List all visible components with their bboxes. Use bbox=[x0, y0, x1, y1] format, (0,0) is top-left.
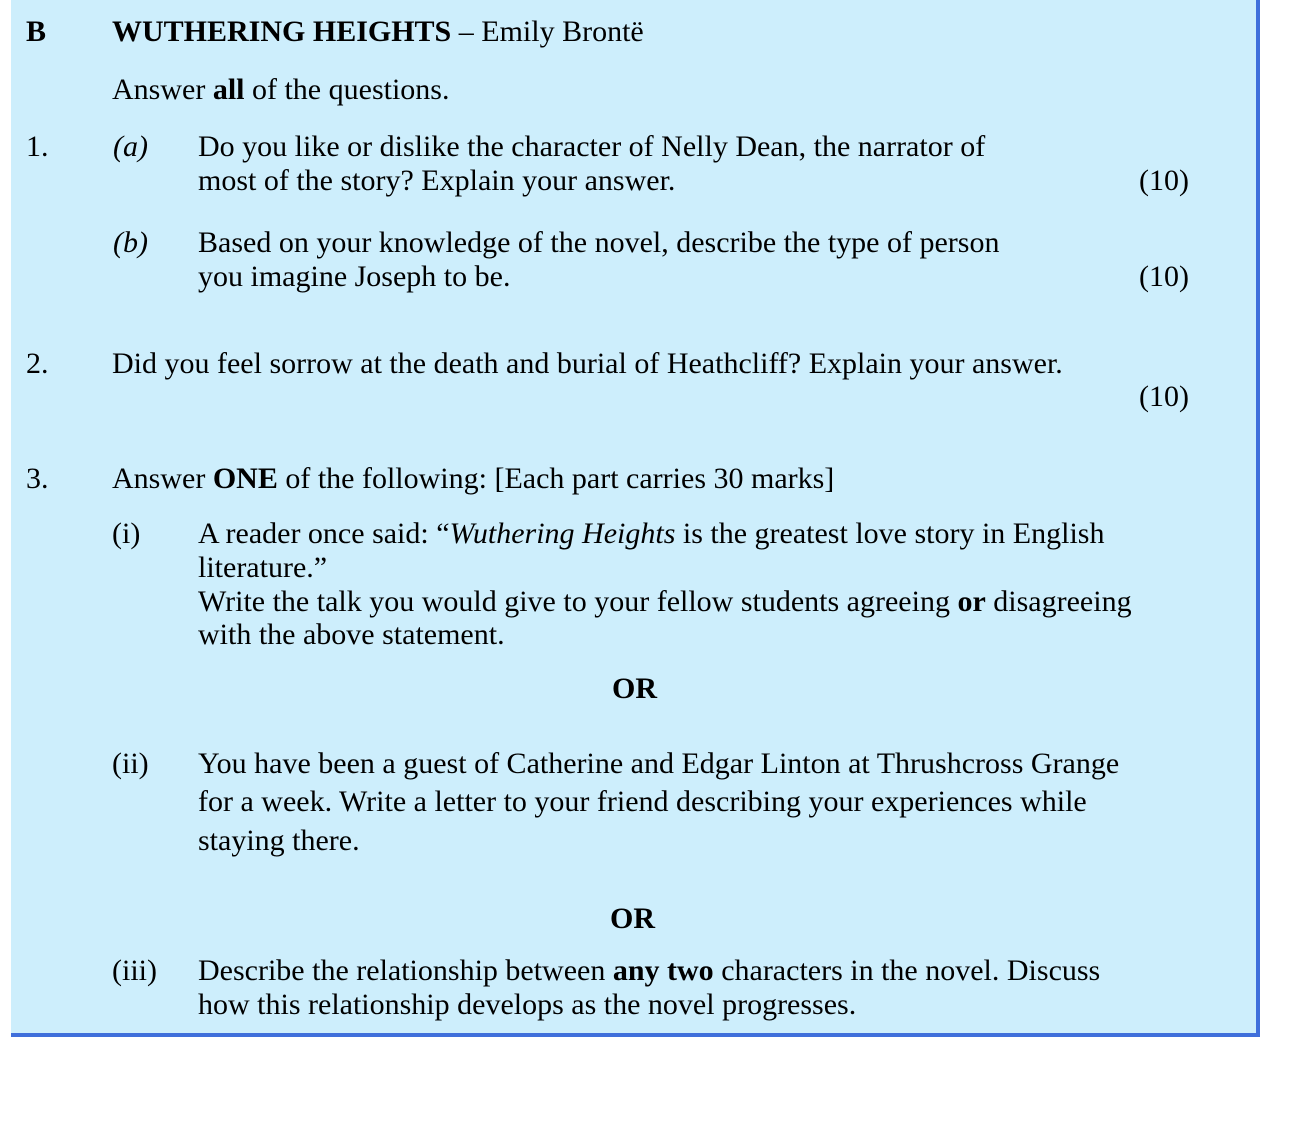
q3-i-line2: literature.” bbox=[198, 551, 328, 584]
q3-i-line3-end: disagreeing bbox=[985, 585, 1132, 618]
q3-i-line3-start: Write the talk you would give to your fellow students agreeing bbox=[198, 585, 958, 618]
novel-author: – Emily Brontë bbox=[451, 15, 644, 48]
q1a-line1: Do you like or dislike the character of Nelly Dean, the narrator of bbox=[198, 130, 986, 163]
q1-number: 1. bbox=[26, 130, 49, 163]
instruction-text: Answer bbox=[112, 73, 213, 106]
q1a-line2: most of the story? Explain your answer. bbox=[198, 164, 676, 197]
or-divider-1: OR bbox=[612, 672, 657, 705]
q3-iii-line1 bbox=[198, 954, 1100, 988]
section-letter: B bbox=[26, 15, 47, 48]
q3-ii-line1: You have been a guest of Catherine and Edgar Linton at Thrushcross Grange bbox=[198, 747, 1120, 780]
q1b-line1: Based on your knowledge of the novel, describe the type of person bbox=[198, 226, 1000, 259]
q3-iii-label: (iii) bbox=[112, 954, 157, 987]
q3-intro-emphasis: ONE bbox=[212, 462, 278, 495]
q3-i-book-title: Wuthering Heights bbox=[449, 517, 676, 550]
q3-i-line4: with the above statement. bbox=[198, 618, 505, 651]
q3-intro bbox=[112, 462, 834, 496]
q3-i-line1-end: is the greatest love story in English bbox=[675, 517, 1105, 550]
q3-i-label: (i) bbox=[112, 517, 141, 550]
instruction-emphasis: all bbox=[212, 73, 245, 106]
novel-title: WUTHERING HEIGHTS bbox=[112, 15, 452, 48]
q3-intro-text: Answer bbox=[112, 462, 213, 495]
q3-ii-line3: staying there. bbox=[198, 824, 360, 857]
q1b-line2: you imagine Joseph to be. bbox=[198, 260, 511, 293]
q2-number: 2. bbox=[26, 347, 49, 380]
q3-ii-label: (ii) bbox=[112, 747, 149, 780]
q3-intro-text-end: of the following: [Each part carries 30 marks] bbox=[277, 462, 835, 495]
q3-iii-line1-start: Describe the relationship between bbox=[198, 954, 613, 987]
q2-text: Did you feel sorrow at the death and burial of Heathcliff? Explain your answer. bbox=[112, 347, 1063, 380]
q1a-label: (a) bbox=[113, 130, 148, 163]
q3-number: 3. bbox=[26, 462, 49, 495]
q3-iii-line1-end: characters in the novel. Discuss bbox=[713, 954, 1101, 987]
q3-iii-line2: how this relationship develops as the novel progresses. bbox=[198, 988, 857, 1021]
q3-ii-line2: for a week. Write a letter to your friend describing your experiences while bbox=[198, 785, 1087, 818]
q3-i-line1-start: A reader once said: “ bbox=[198, 517, 450, 550]
or-divider-2: OR bbox=[610, 902, 655, 935]
q3-iii-emphasis: any two bbox=[612, 954, 714, 987]
section-instruction bbox=[112, 73, 449, 107]
q2-marks: (10) bbox=[1139, 380, 1189, 413]
instruction-text-end: of the questions. bbox=[244, 73, 450, 106]
q1b-marks: (10) bbox=[1139, 260, 1189, 293]
section-heading bbox=[112, 15, 644, 49]
q1a-marks: (10) bbox=[1139, 164, 1189, 197]
q3-i-line3 bbox=[198, 585, 1132, 619]
q3-i-line1 bbox=[198, 517, 1104, 551]
q1b-label: (b) bbox=[113, 226, 148, 259]
q3-i-line3-emphasis: or bbox=[957, 585, 986, 618]
